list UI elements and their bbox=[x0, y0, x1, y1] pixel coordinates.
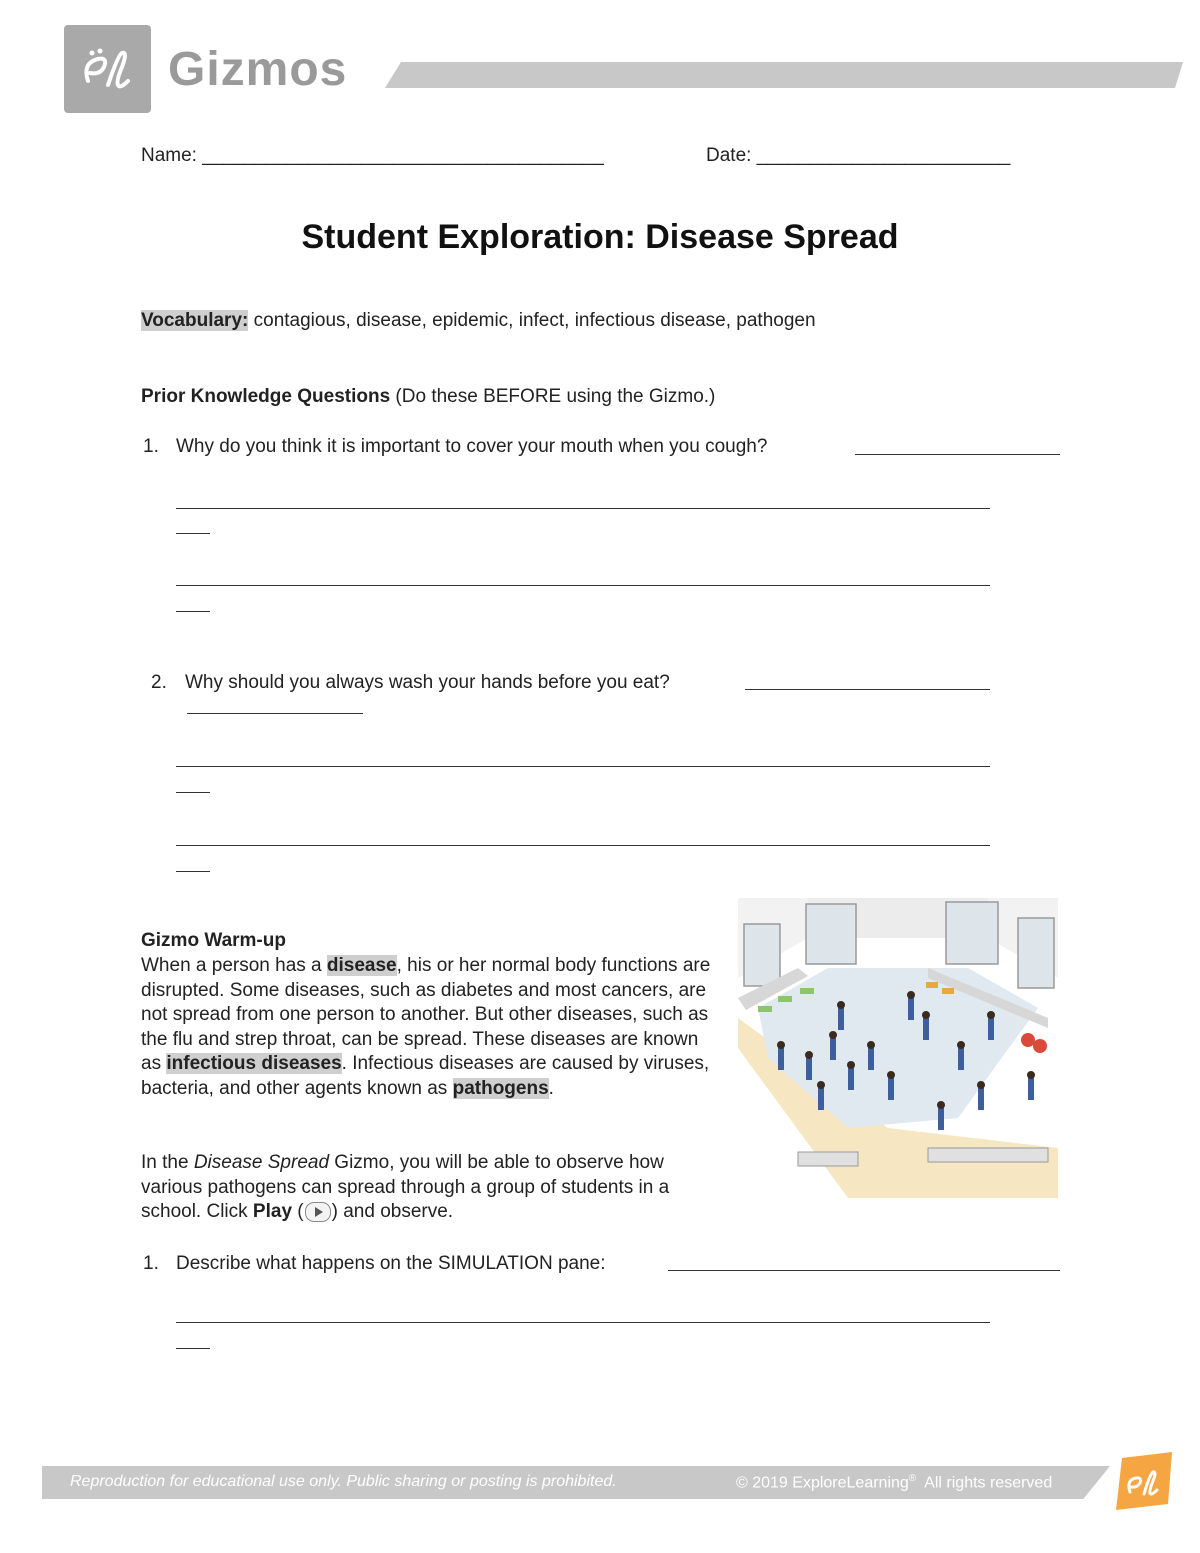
vocabulary bbox=[141, 308, 816, 333]
copyright-text: © 2019 ExploreLearning bbox=[736, 1474, 909, 1492]
vocabulary-label: Vocabulary: bbox=[141, 310, 249, 331]
text-span: , his or her normal body functions are disrupted. Some diseases, such as diabetes and most cancers, are not spread from one person to another. But other diseases, such as the flu and strep throat, can be spread. These diseases are known as bbox=[141, 955, 711, 1075]
gizmo-name: Disease Spread bbox=[193, 1152, 330, 1173]
answer-line[interactable] bbox=[176, 585, 990, 586]
text-span: ) and observe. bbox=[331, 1201, 454, 1223]
question-3-text: Describe what happens on the SIMULATION pane: bbox=[176, 1253, 606, 1274]
answer-line[interactable] bbox=[176, 533, 210, 534]
term-pathogens: pathogens bbox=[452, 1077, 549, 1099]
answer-line[interactable] bbox=[176, 766, 990, 767]
answer-line[interactable] bbox=[176, 1322, 990, 1323]
text-span: When a person has a bbox=[141, 955, 327, 976]
footer-copyright bbox=[736, 1473, 1052, 1492]
answer-line[interactable] bbox=[176, 1348, 210, 1349]
el-logo-icon bbox=[64, 25, 151, 113]
answer-line[interactable] bbox=[176, 611, 210, 612]
question-2-number: 2. bbox=[151, 672, 167, 693]
text-span: Gizmo, you will be able to observe how various pathogens can spread through a group of students in a school. Click bbox=[141, 1152, 670, 1223]
prior-heading: Prior Knowledge Questions bbox=[141, 386, 391, 407]
brand-name: Gizmos bbox=[168, 43, 348, 96]
registered-mark: ® bbox=[908, 1473, 917, 1484]
text-span: . bbox=[548, 1077, 554, 1099]
warmup-paragraph-1 bbox=[141, 954, 711, 1102]
page-title: Student Exploration: Disease Spread bbox=[301, 218, 899, 256]
gizmos-logo bbox=[64, 25, 151, 113]
text-span: . Infectious diseases are caused by viruses, bacteria, and other agents known as bbox=[141, 1053, 710, 1099]
vocabulary-terms: contagious, disease, epidemic, infect, infectious disease, pathogen bbox=[248, 310, 816, 331]
text-span: ( bbox=[292, 1201, 304, 1223]
term-disease: disease bbox=[326, 955, 397, 976]
rights-text: All rights reserved bbox=[916, 1474, 1053, 1492]
name-label: Name: bbox=[141, 145, 203, 166]
header-bar bbox=[385, 62, 1183, 88]
warmup-heading bbox=[141, 928, 286, 953]
warmup-paragraph-2 bbox=[141, 1151, 711, 1225]
question-3-number: 1. bbox=[143, 1253, 159, 1274]
answer-line[interactable] bbox=[176, 845, 990, 846]
footer-disclaimer: Reproduction for educational use only. Public sharing or posting is prohibited. bbox=[70, 1473, 617, 1490]
date-label: Date: bbox=[706, 145, 757, 166]
name-line bbox=[141, 143, 604, 168]
date-line bbox=[706, 143, 1010, 168]
explorelearning-logo-icon bbox=[1114, 1452, 1176, 1510]
answer-line[interactable] bbox=[855, 454, 1060, 455]
term-infectious-diseases: infectious diseases bbox=[166, 1053, 342, 1075]
date-blank[interactable]: ________________________ bbox=[756, 145, 1011, 166]
prior-knowledge-heading bbox=[141, 384, 715, 409]
prior-note: (Do these BEFORE using the Gizmo.) bbox=[390, 386, 716, 407]
play-icon bbox=[305, 1202, 331, 1222]
play-label: Play bbox=[252, 1201, 293, 1223]
text-span: In the bbox=[141, 1152, 194, 1173]
question-2-text: Why should you always wash your hands before you eat? bbox=[185, 672, 670, 693]
cafeteria-illustration bbox=[738, 898, 1058, 1220]
answer-line[interactable] bbox=[176, 792, 210, 793]
answer-line[interactable] bbox=[745, 689, 990, 690]
answer-line[interactable] bbox=[176, 508, 990, 509]
name-blank[interactable]: ______________________________________ bbox=[202, 145, 604, 166]
answer-line[interactable] bbox=[176, 871, 210, 872]
warmup-heading-text: Gizmo Warm-up bbox=[141, 930, 286, 951]
question-1-text: Why do you think it is important to cover your mouth when you cough? bbox=[176, 436, 768, 457]
question-1-number: 1. bbox=[143, 436, 159, 457]
answer-line[interactable] bbox=[668, 1270, 1060, 1271]
answer-line[interactable] bbox=[187, 713, 363, 714]
